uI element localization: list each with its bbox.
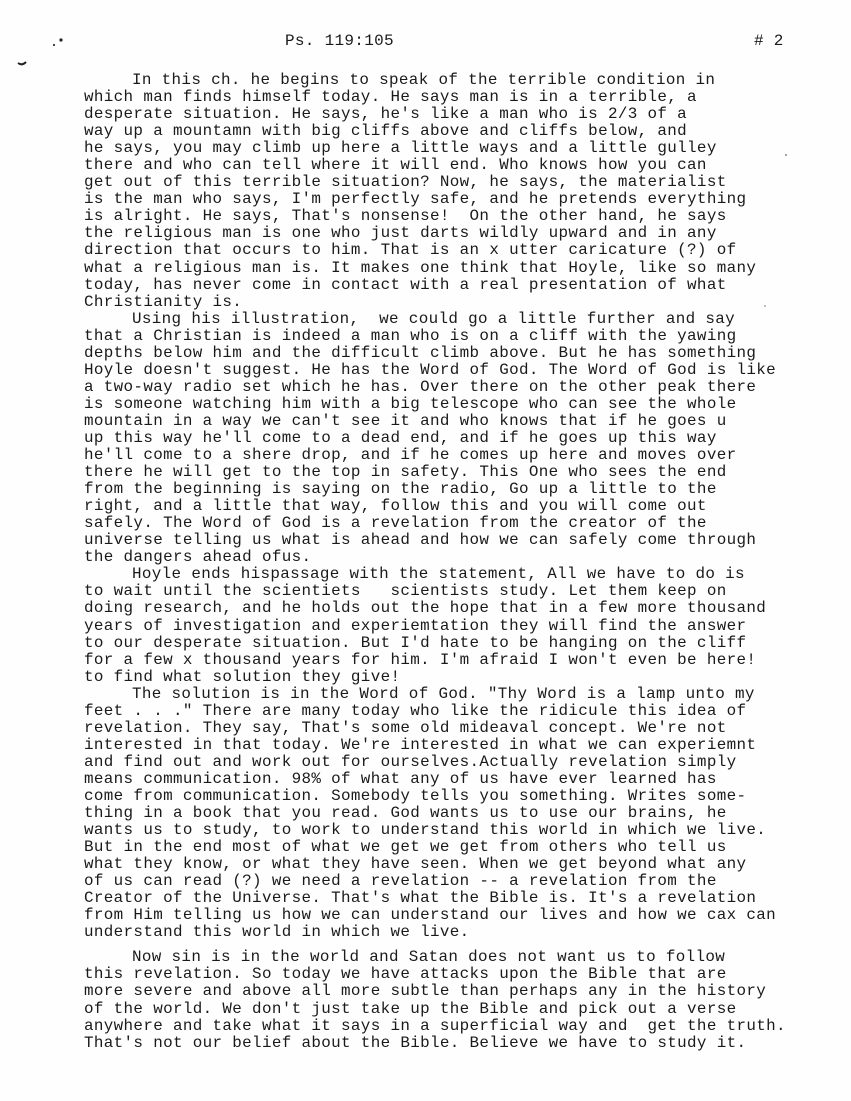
- text-line: means communication. 98% of what any of us have ever learned has: [84, 769, 717, 788]
- scripture-reference: Ps. 119:105: [285, 32, 394, 50]
- text-line: feet . . ." There are many today who like the ridicule this idea of: [84, 701, 747, 720]
- text-line: universe telling us what is ahead and how we can safely come through: [84, 531, 757, 550]
- text-line: what they know, or what they have seen. When we get beyond what any: [84, 855, 747, 874]
- text-line: That's not our belief about the Bible. Believe we have to study it.: [84, 1033, 747, 1052]
- text-line: Using his illustration, we could go a little further and say: [132, 309, 736, 328]
- text-line: from Him telling us how we can understand our lives and how we cax can: [84, 906, 777, 925]
- text-line: The solution is in the Word of God. "Thy Word is a lamp unto my: [132, 684, 755, 703]
- text-line: up this way he'll come to a dead end, and if he goes up this way: [84, 428, 717, 447]
- text-line: revelation. They say, That's some old mideaval concept. We're not: [84, 718, 727, 737]
- text-line: of us can read (?) we need a revelation -- a revelation from the: [84, 872, 717, 891]
- text-line: a two-way radio set which he has. Over there on the other peak there: [84, 377, 757, 396]
- text-line: Hoyle doesn't suggest. He has the Word of God. The Word of God is like: [84, 360, 777, 379]
- text-line: understand this world in which we live.: [84, 923, 470, 942]
- text-line: Hoyle ends hispassage with the statement, All we have to do is: [132, 565, 745, 584]
- text-line: direction that occurs to him. That is an x utter caricature (?) of: [84, 241, 737, 260]
- text-line: In this ch. he begins to speak of the terrible condition in: [132, 71, 716, 89]
- text-line: desperate situation. He says, he's like a man who is 2/3 of a: [84, 105, 688, 124]
- text-line: from the beginning is saying on the radio, Go up a little to the: [84, 480, 717, 499]
- text-line: more severe and above all more subtle than perhaps any in the history: [84, 982, 767, 1001]
- text-line: there and who can tell where it will end. Who knows how you can: [84, 156, 707, 175]
- text-line: doing research, and he holds out the hope that in a few more thousand: [84, 599, 767, 618]
- text-line: interested in that today. We're interested in what we can experiemnt: [84, 735, 757, 754]
- text-line: for a few x thousand years for him. I'm afraid I won't even be here!: [84, 650, 757, 669]
- text-line: Creator of the Universe. That's what the Bible is. It's a revelation: [84, 889, 757, 908]
- text-line: depths below him and the difficult climb above. But he has something: [84, 343, 757, 362]
- text-line: come from communication. Somebody tells you something. Writes some-: [84, 786, 747, 805]
- text-line: what a religious man is. It makes one think that Hoyle, like so many: [84, 258, 757, 277]
- text-line: way up a mountamn with big cliffs above and cliffs below, and: [84, 122, 688, 141]
- text-line: of the world. We don't just take up the Bible and pick out a verse: [84, 999, 737, 1018]
- text-line: to wait until the scientiets scientists study. Let them keep on: [84, 582, 727, 601]
- paragraph: [84, 686, 844, 942]
- text-line: the religious man is one who just darts wildly upward and in any: [84, 224, 717, 243]
- paragraph: [84, 72, 844, 311]
- text-line: is the man who says, I'm perfectly safe, and he pretends everything: [84, 190, 747, 209]
- text-line: today, has never come in contact with a real presentation of what: [84, 275, 727, 294]
- text-line: this revelation. So today we have attacks upon the Bible that are: [84, 965, 727, 984]
- text-line: get out of this terrible situation? Now, he says, the materialist: [84, 173, 727, 192]
- text-line: is alright. He says, That's nonsense! On the other hand, he says: [84, 207, 727, 226]
- text-line: that a Christian is indeed a man who is on a cliff with the yawing: [84, 326, 737, 345]
- text-line: Now sin is in the world and Satan does not want us to follow: [132, 948, 726, 967]
- paragraph: [84, 311, 844, 567]
- text-line: anywhere and take what it says in a superficial way and get the truth.: [84, 1016, 786, 1035]
- text-line: mountain in a way we can't see it and who knows that if he goes u: [84, 411, 727, 430]
- text-line: right, and a little that way, follow this and you will come out: [84, 497, 707, 516]
- text-line: the dangers ahead ofus.: [84, 548, 312, 567]
- text-line: Christianity is.: [84, 292, 243, 311]
- text-line: safely. The Word of God is a revelation from the creator of the: [84, 514, 707, 533]
- text-line: to find what solution they give!: [84, 667, 401, 686]
- text-line: he'll come to a shere drop, and if he comes up here and moves over: [84, 446, 737, 465]
- document-body: [84, 72, 844, 1052]
- text-line: thing in a book that you read. God wants us to use our brains, he: [84, 804, 727, 823]
- text-line: wants us to study, to work to understand this world in which we live.: [84, 821, 767, 840]
- page-number: # 2: [754, 32, 784, 50]
- text-line: But in the end most of what we get we get from others who tell us: [84, 838, 727, 857]
- text-line: he says, you may climb up here a little ways and a little gulley: [84, 139, 717, 158]
- text-line: to our desperate situation. But I'd hate to be hanging on the cliff: [84, 633, 747, 652]
- paragraph: [84, 949, 844, 1051]
- text-line: there he will get to the top in safety. This One who sees the end: [84, 463, 727, 482]
- text-line: years of investigation and experiemtation they will find the answer: [84, 616, 747, 635]
- text-line: and find out and work out for ourselves.Actually revelation simply: [84, 752, 737, 771]
- paragraph: [84, 566, 844, 685]
- text-line: is someone watching him with a big telescope who can see the whole: [84, 394, 737, 413]
- text-line: which man finds himself today. He says man is in a terrible, a: [84, 88, 697, 107]
